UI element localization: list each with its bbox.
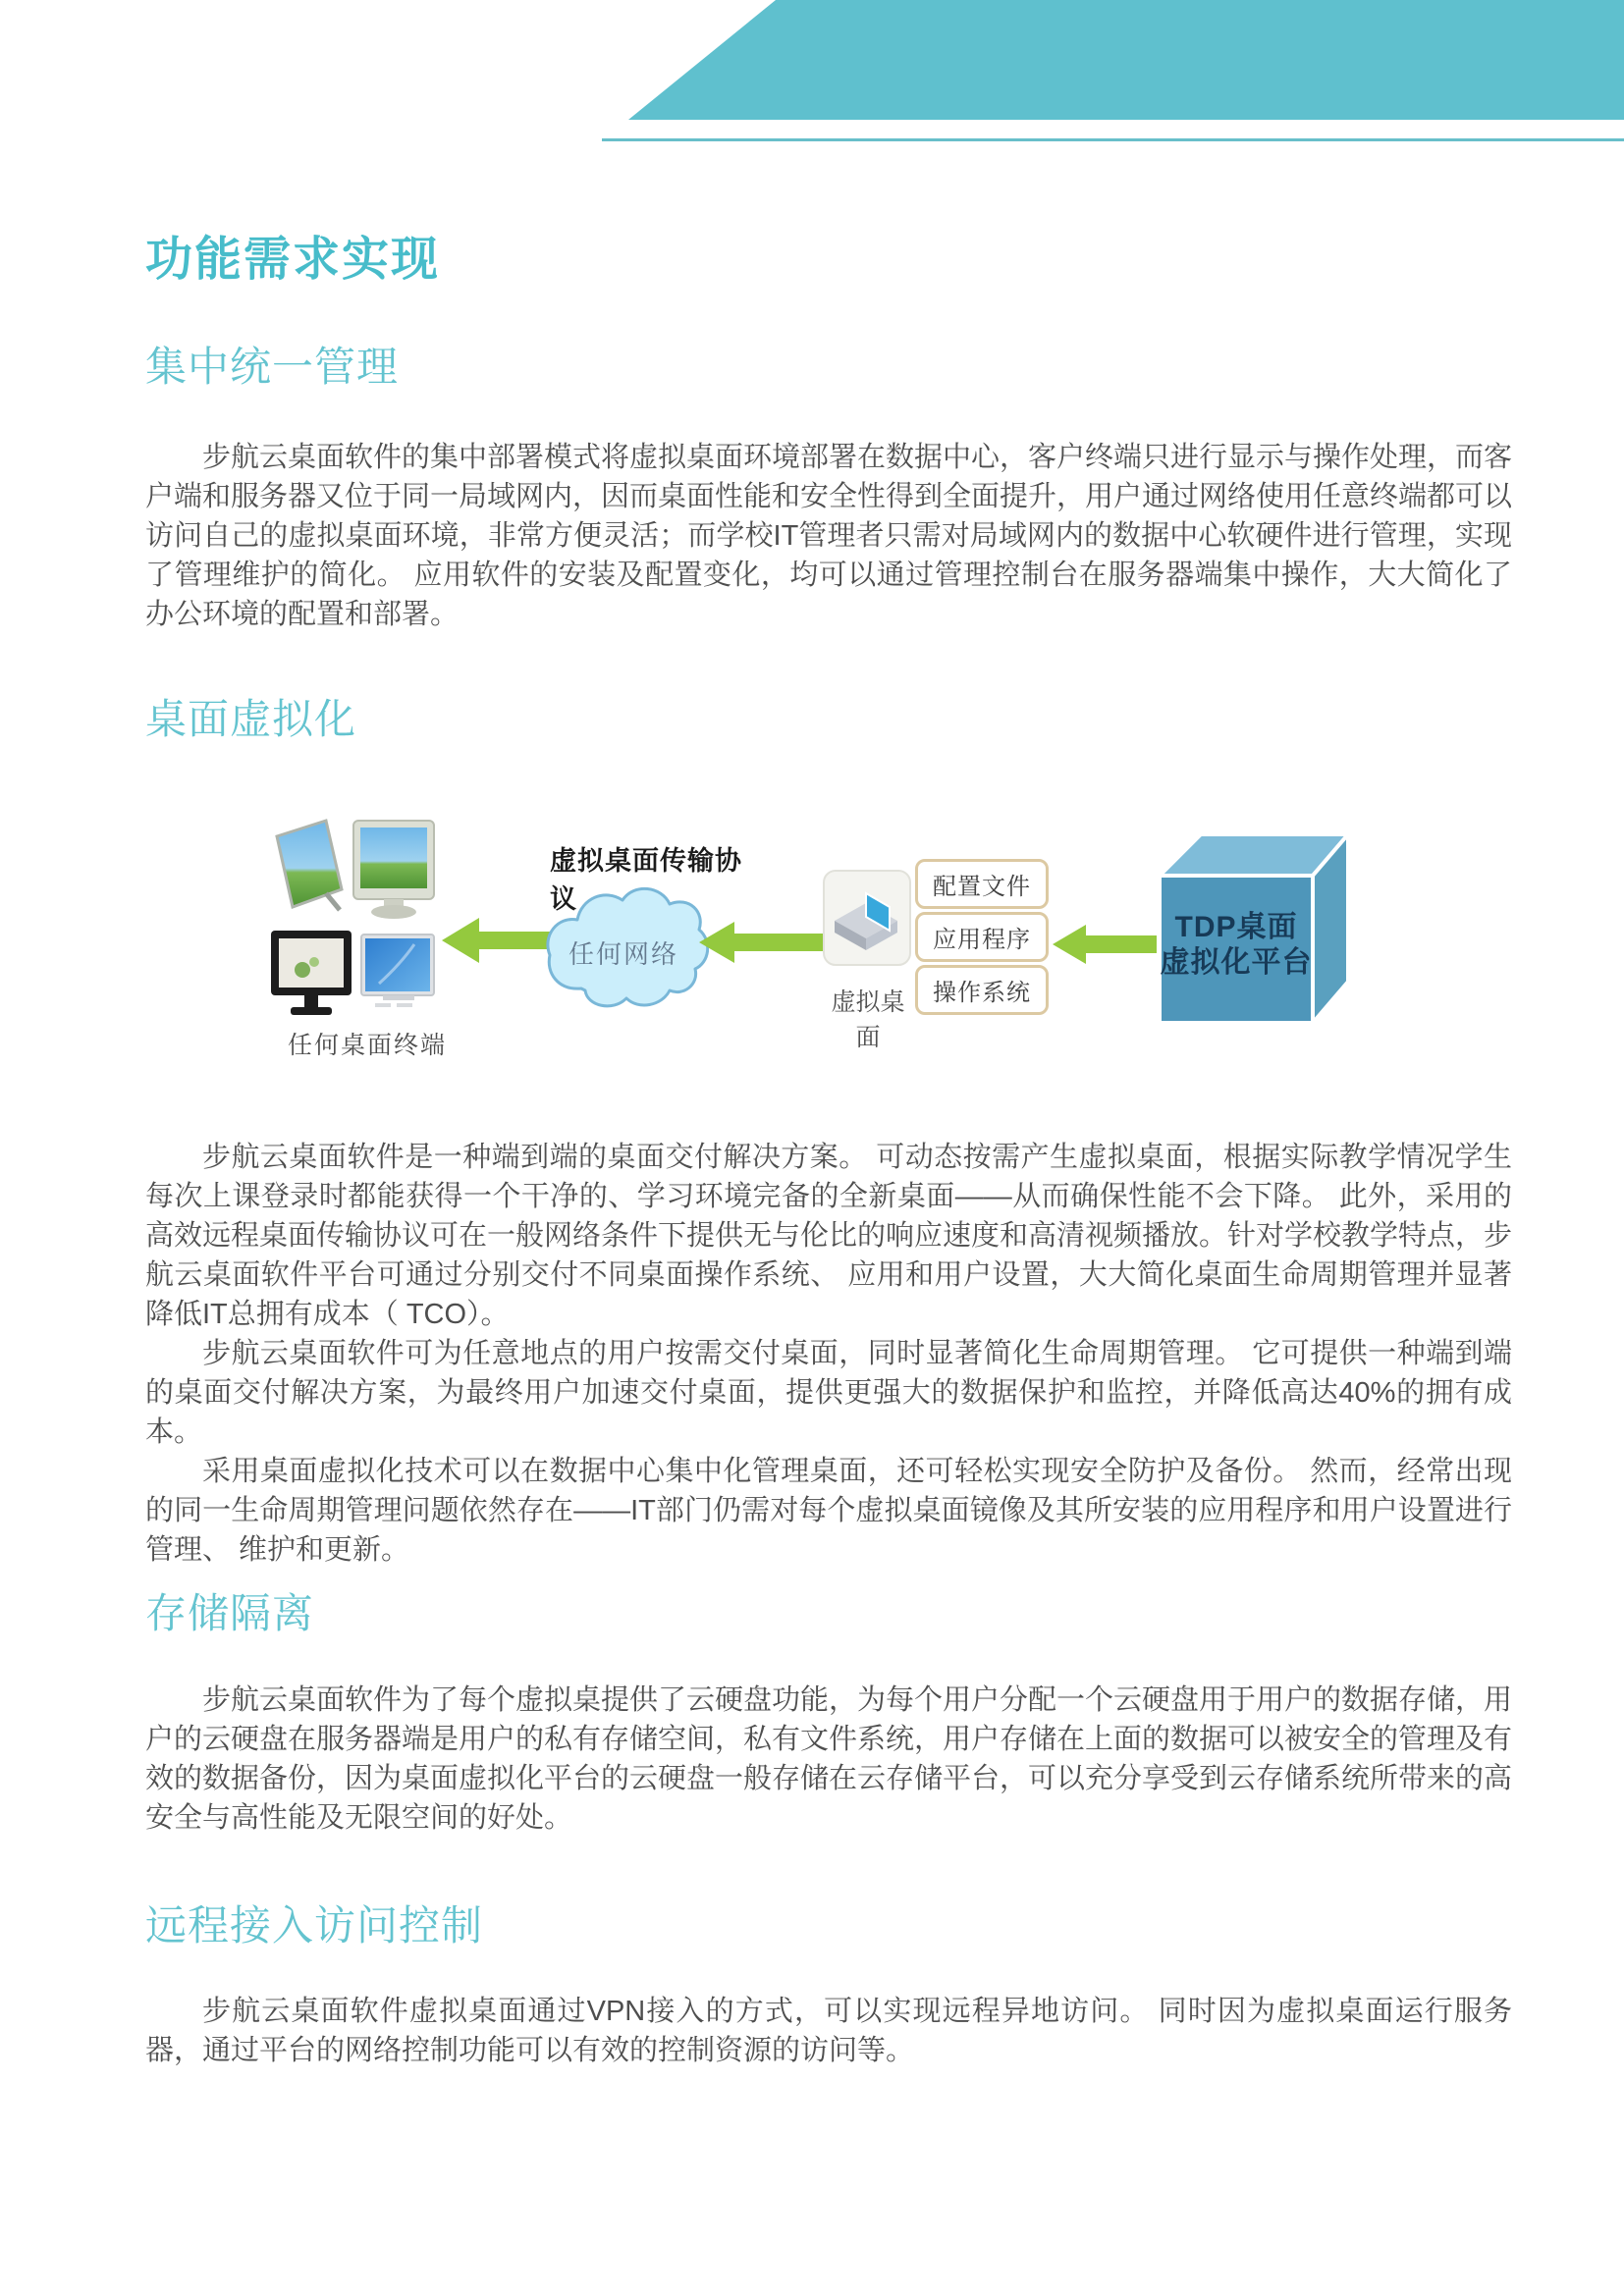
component-box-os: 操作系统 bbox=[915, 965, 1049, 1015]
paragraph-desktop-virtualization-3: 采用桌面虚拟化技术可以在数据中心集中化管理桌面，还可轻松实现安全防护及备份。 然而，经常出现的同一生命周期管理问题依然存在——IT部门仍需对每个虚拟桌面镜像及其所安装的应用程序和用户设置进行管理、 维护和更新。 bbox=[145, 1456, 1512, 1566]
section-heading-remote-access-control: 远程接入访问控制 bbox=[145, 1902, 484, 1949]
desktop-virtualization-diagram bbox=[245, 810, 1394, 1104]
paragraph-desktop-virtualization-1: 步航云桌面软件是一种端到端的桌面交付解决方案。 可动态按需产生虚拟桌面，根据实际教学情况学生每次上课登录时都能获得一个干净的、学习环境完备的全新桌面——从而确保性能不会下降。 此外，采用的高效远程桌面传输协议可在一般网络条件下提供无与伦比的响应速度和高清视频播放。针对学校教学特点，步航云桌面软件平台可通过分别交付不同桌面操作系统、 应用和用户设置，大大简化桌面生命周期管理并显著降低IT总拥有成本（ TCO）。 bbox=[145, 1142, 1513, 1330]
monitor-tilted bbox=[277, 821, 342, 910]
section-heading-centralized-management: 集中统一管理 bbox=[145, 344, 400, 390]
component-box-apps: 应用程序 bbox=[915, 912, 1049, 962]
component-box-profile: 配置文件 bbox=[915, 859, 1049, 909]
page-title: 功能需求实现 bbox=[145, 234, 441, 286]
virtual-desktop-label: 虚拟桌面 bbox=[831, 988, 905, 1051]
header-banner-shape bbox=[0, 0, 1624, 120]
virtual-desktop-icon bbox=[823, 870, 911, 968]
monitor-black bbox=[271, 931, 352, 1015]
terminals-label: 任何桌面终端 bbox=[287, 1032, 447, 1059]
network-label: 任何网络 bbox=[568, 939, 678, 969]
protocol-label: 虚拟桌面传输协议 bbox=[550, 846, 742, 914]
paragraph-storage-isolation: 步航云桌面软件为了每个虚拟桌提供了云硬盘功能，为每个用户分配一个云硬盘用于用户的数据存储，用户的云硬盘在服务器端是用户的私有存储空间，私有文件系统，用户存储在上面的数据可以被安全的管理及有效的数据备份，因为桌面虚拟化平台的云硬盘一般存储在云存储平台，可以充分享受到云存储系统所带来的高安全与高性能及无限空间的好处。 bbox=[145, 1684, 1513, 1834]
tdp-platform-label-line1: TDP桌面 bbox=[1174, 911, 1298, 943]
arrow-left-icon bbox=[1053, 922, 1157, 967]
paragraph-centralized-management: 步航云桌面软件的集中部署模式将虚拟桌面环境部署在数据中心，客户终端只进行显示与操作处理，而客户端和服务器又位于同一局域网内，因而桌面性能和安全性得到全面提升，用户通过网络使用任意终端都可以访问自己的虚拟桌面环境，非常方便灵活；而学校IT管理者只需对局域网内的数据中心软硬件进行管理，实现了管理维护的简化。 应用软件的安装及配置变化，均可以通过管理控制台在服务器端集中操作，大大简化了办公环境的配置和部署。 bbox=[145, 442, 1513, 630]
terminal-monitors-image bbox=[267, 815, 444, 1023]
tdp-platform-label bbox=[1160, 910, 1313, 981]
arrow-left-icon bbox=[699, 919, 823, 966]
tdp-platform-label-line2: 虚拟化平台 bbox=[1160, 946, 1313, 979]
section-heading-storage-isolation: 存储隔离 bbox=[145, 1590, 315, 1636]
desktop-components-stack bbox=[915, 859, 1049, 1018]
monitor-crt bbox=[353, 821, 434, 919]
paragraph-remote-access-control: 步航云桌面软件虚拟桌面通过VPN接入的方式，可以实现远程异地访问。 同时因为虚拟桌面运行服务器，通过平台的网络控制功能可以有效的控制资源的访问等。 bbox=[145, 1996, 1512, 2066]
monitor-widescreen bbox=[361, 934, 434, 1007]
header-rule bbox=[602, 138, 1624, 141]
paragraph-desktop-virtualization-2: 步航云桌面软件可为任意地点的用户按需交付桌面，同时显著简化生命周期管理。 它可提供一种端到端的桌面交付解决方案，为最终用户加速交付桌面，提供更强大的数据保护和监控，并降低高达40%的拥有成本。 bbox=[145, 1338, 1512, 1448]
section-heading-desktop-virtualization: 桌面虚拟化 bbox=[145, 696, 357, 742]
desktop-virtualization-paragraphs bbox=[145, 1138, 1512, 1570]
